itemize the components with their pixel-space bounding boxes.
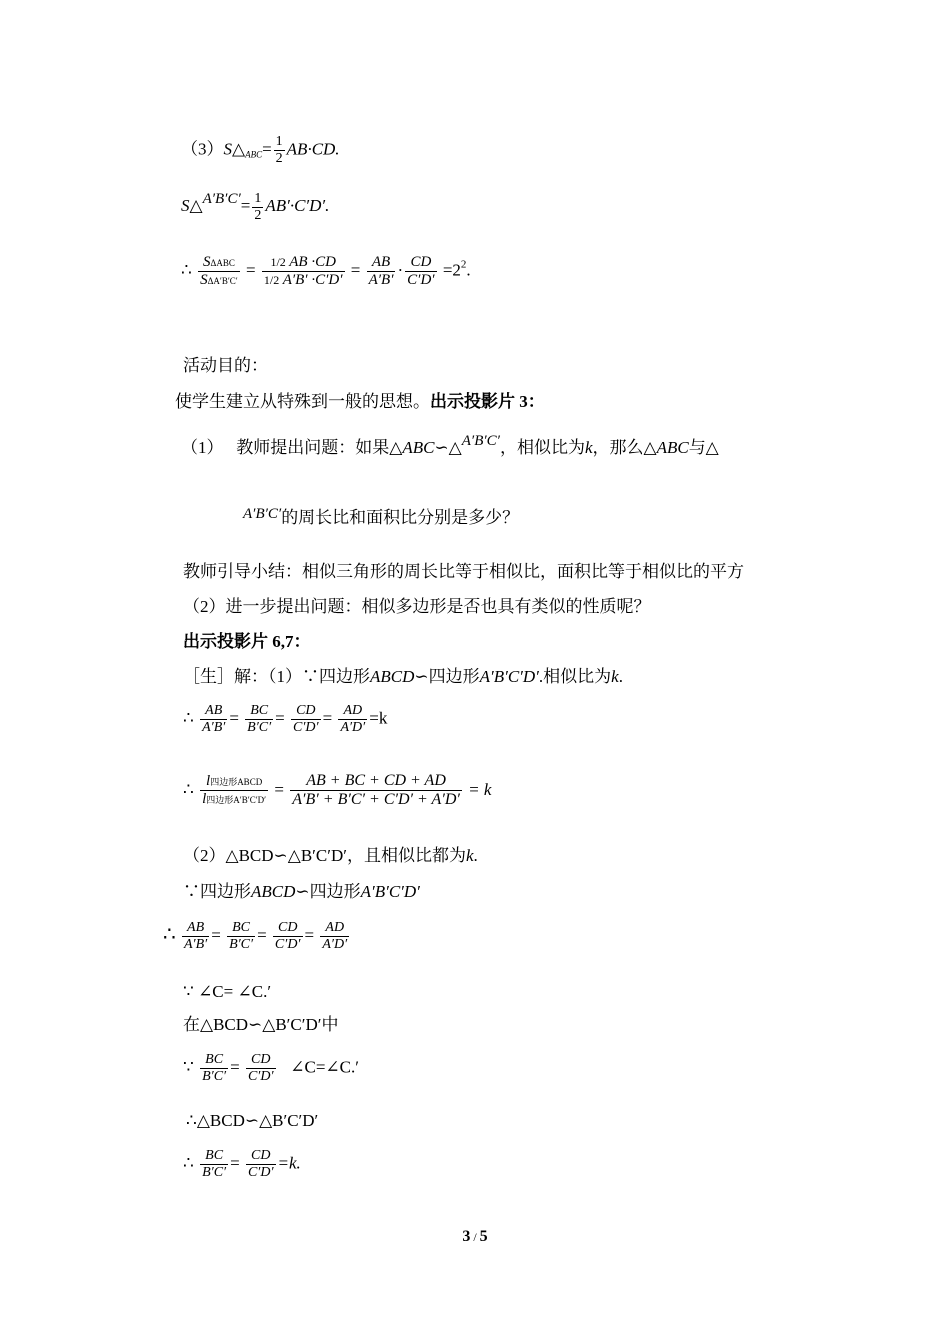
because-ratio-and-angle: ∵ $\frac{BC}{B'C'}$ = $\frac{CD}{C'D'}$ ∠C=∠C.′ — [183, 1052, 359, 1085]
solution-part-1: ［生］解：（1）∵四边形ABCD∽四边形A′B′C′D′.相似比为k. — [183, 667, 623, 686]
activity-goal-title: 活动目的： — [183, 356, 268, 375]
question-1: （1） 教师提出问题：如果△ABC∽△A′B′C′，相似比为k，那么△ABC与△ — [181, 433, 719, 457]
half-fraction: $\frac{1}{2}$ — [254, 190, 262, 223]
perimeter-ratio-equation: ∴ $\frac{\text{l四边形ABCD}}{\text{l四边形A′B′C′D′}}$ = $\frac{AB + BC + CD + AD}{A'B' + B'C' + C'D' + A'D'}$ = k — [183, 772, 492, 809]
side-ratios-equal-k: ∴ $\frac{AB}{A'B'}$ = $\frac{BC}{B'C'}$ = $\frac{CD}{C'D'}$ = $\frac{AD}{A'D'}$ =k — [183, 703, 388, 736]
final-ratio-equals-k: ∴ $\frac{BC}{B'C'}$ = $\frac{CD}{C'D'}$ =k. — [183, 1148, 301, 1181]
therefore-triangles-similar: ∴△BCD∽△B′C′D′ — [186, 1111, 319, 1130]
area-ratio-fraction: $\frac{\text{SΔABC}}{\text{SΔA′B′C′}}$ — [200, 254, 238, 289]
slides-6-7-heading: 出示投影片 6,7： — [183, 632, 311, 651]
area-formula-prime: S△A′B′C′= $\frac{1}{2}$ AB′·C′D′. — [181, 190, 330, 223]
page-number: 3 / 5 — [462, 1228, 488, 1245]
half-product-fraction: $\frac{1/2 AB \cdot CD}{1/2 A'B' \cdot C'D'}$ — [263, 254, 343, 289]
in-triangles: 在△BCD∽△B′C′D′中 — [183, 1015, 339, 1034]
activity-goal-text: 使学生建立从特殊到一般的思想。出示投影片 3： — [175, 392, 545, 411]
question-2: （2）进一步提出问题：相似多边形是否也具有类似的性质呢？ — [183, 597, 651, 616]
question-1-continued: A′B′C′的周长比和面积比分别是多少？ — [243, 506, 520, 527]
half-fraction: $\frac{1}{2}$ — [275, 134, 283, 167]
side-ratios-equal: ∴ $\frac{AB}{A'B'}$ = $\frac{BC}{B'C'}$ = $\frac{CD}{C'D'}$ = $\frac{AD}{A'D'}$ — [163, 920, 348, 953]
angle-equality: ∵ ∠C= ∠C.′ — [183, 982, 272, 1001]
teacher-summary: 教师引导小结：相似三角形的周长比等于相似比，面积比等于相似比的平方 — [183, 562, 744, 581]
area-formula-abc: $(3)S\triangle_{ABC}=$ $\frac{1}{2}$ AB·CD. — [181, 134, 340, 167]
because-quadrilaterals-similar: ∵四边形ABCD∽四边形A′B′C′D′ — [183, 882, 420, 901]
area-ratio-equation: ∴ $\frac{\text{SΔABC}}{\text{SΔA′B′C′}}$ = $\frac{1/2 AB \cdot CD}{1/2 A'B' \cdot C'D'}$ = $\frac{AB}{A'B'}$ · $\frac{CD}{C'D'}$ $=2^2$. — [181, 254, 471, 289]
solution-part-2: （2）△BCD∽△B′C′D′，且相似比都为k. — [183, 846, 478, 865]
